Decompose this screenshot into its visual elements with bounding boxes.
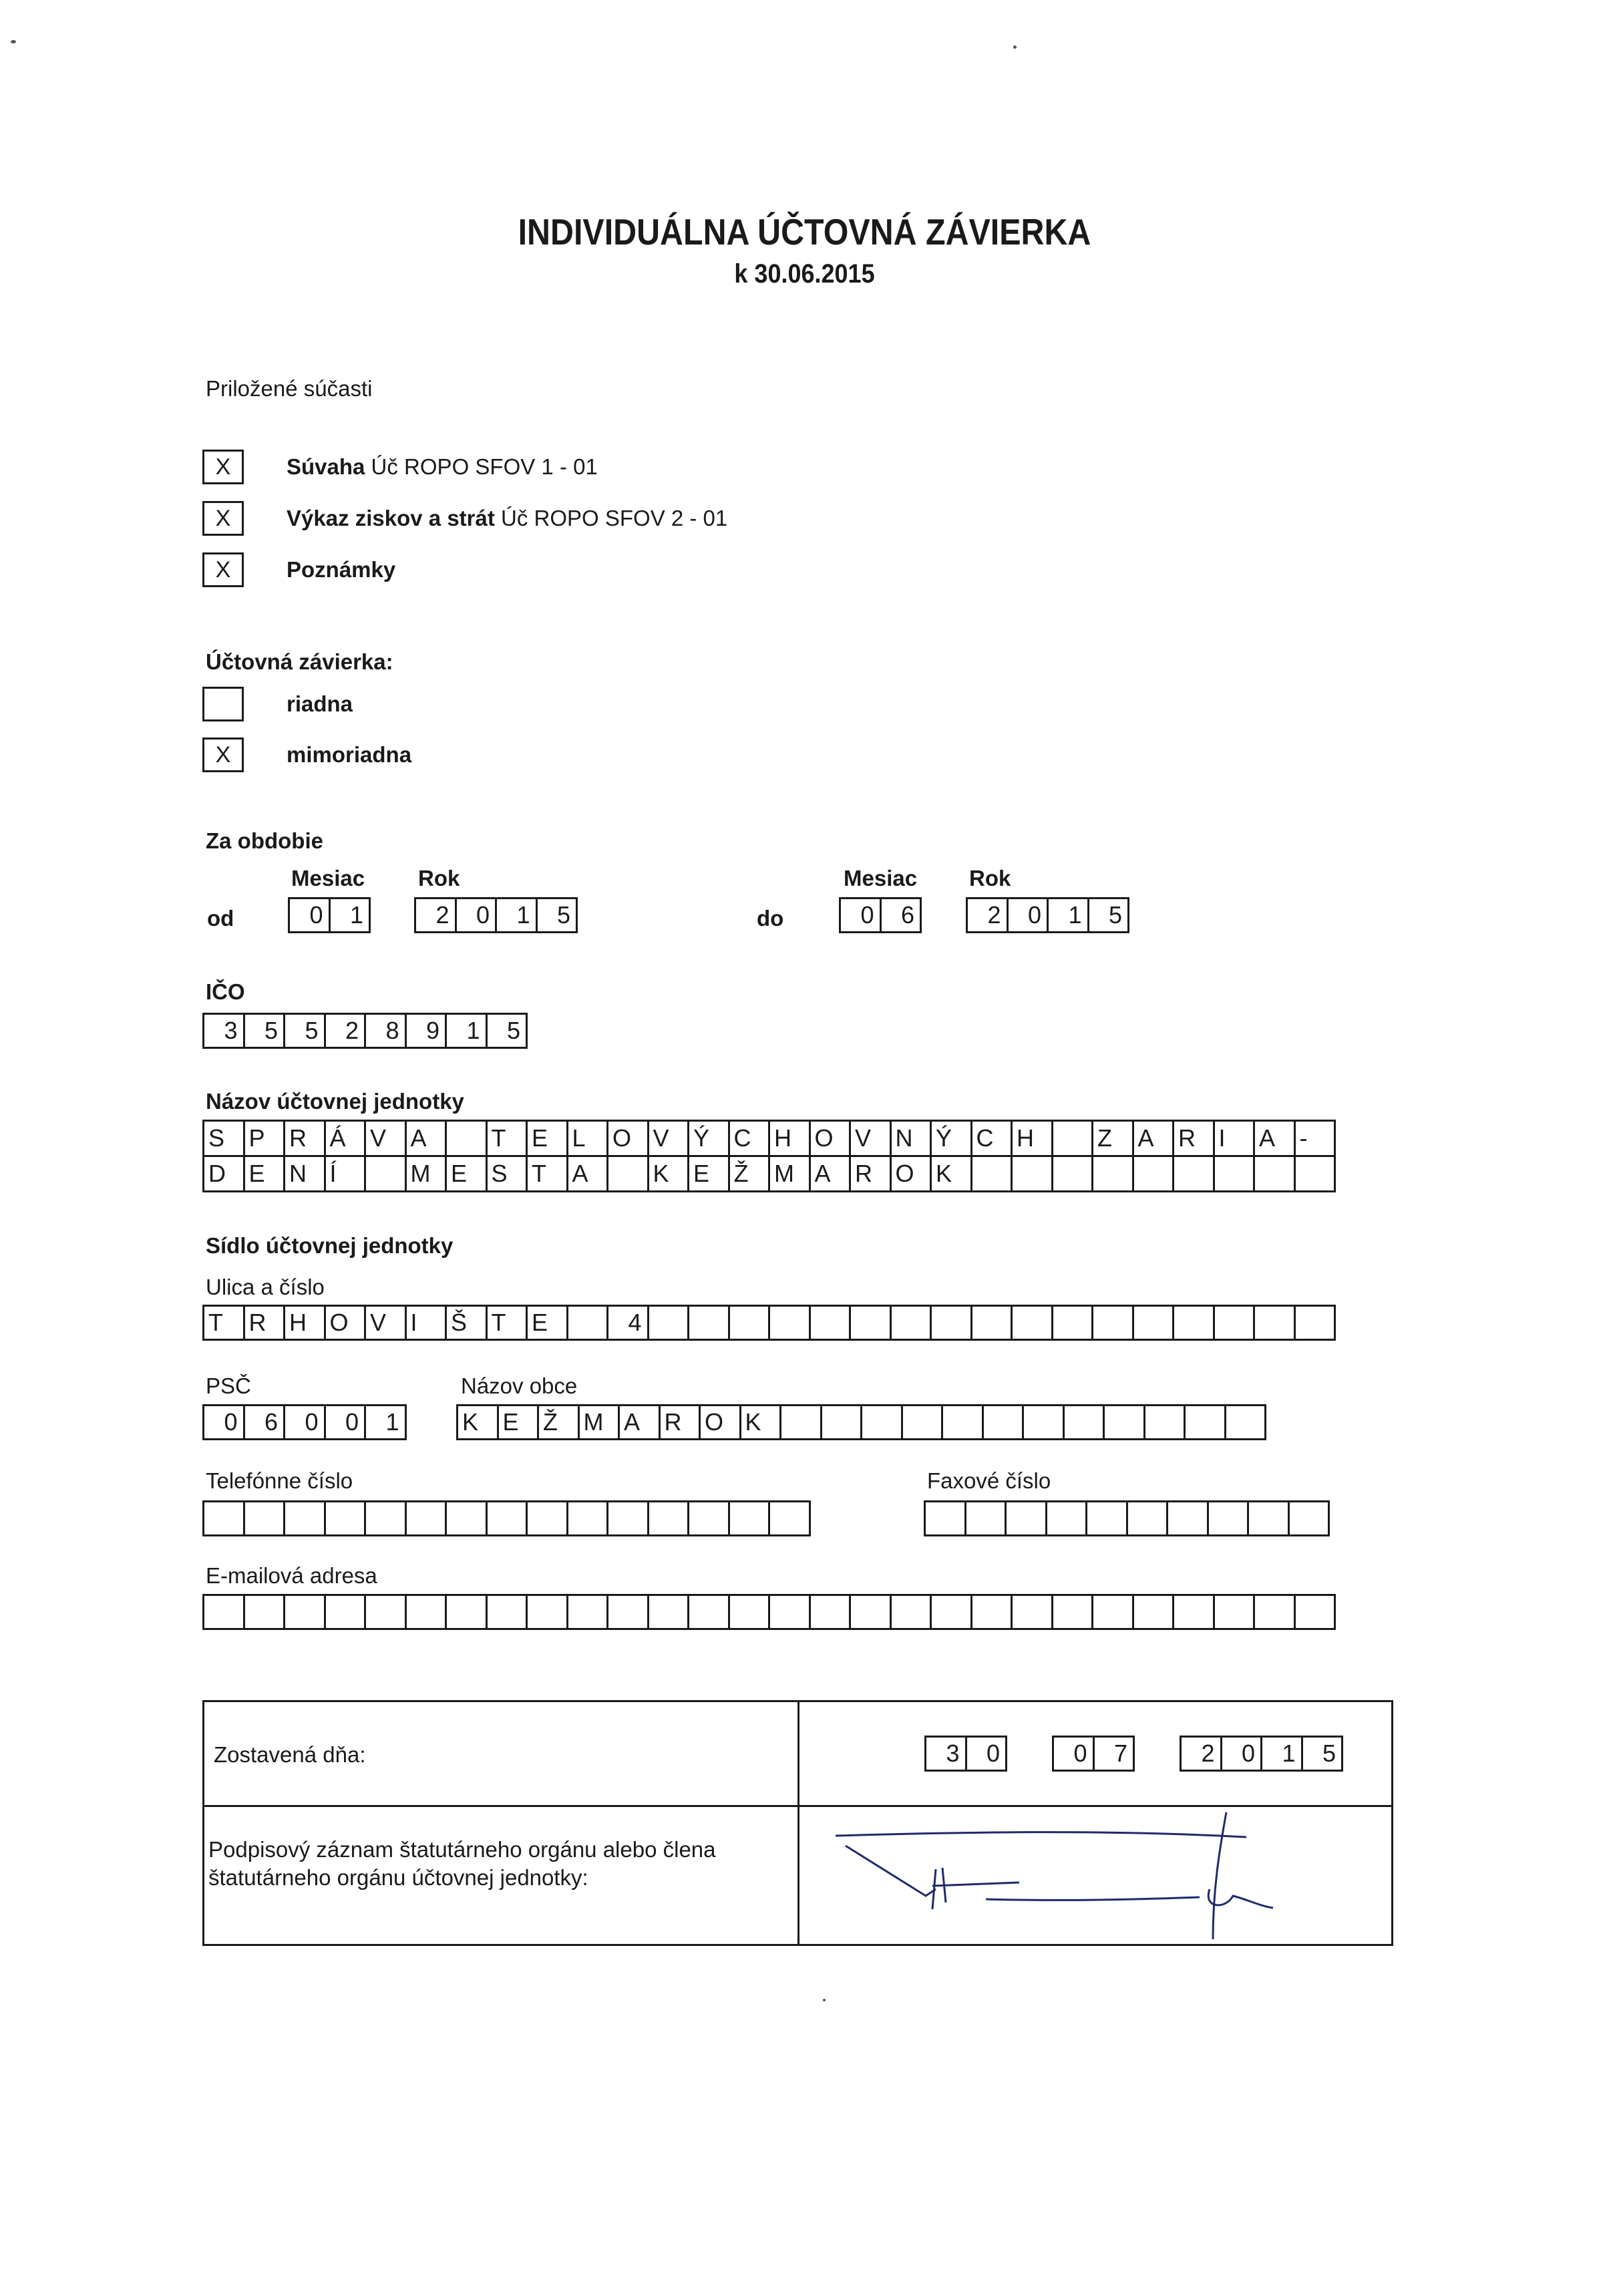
char-cell (202, 1594, 245, 1630)
char-cell: - (1294, 1120, 1336, 1157)
unit-name-row-2 (202, 1157, 1336, 1192)
char-cell (1224, 1404, 1267, 1440)
from-year-field[interactable] (414, 897, 578, 933)
char-cell (566, 1305, 609, 1341)
char-cell: Ý (687, 1120, 730, 1157)
char-cell (809, 1305, 852, 1341)
digit-cell: 9 (405, 1013, 448, 1049)
closing-option-regular (202, 684, 411, 724)
char-cell: 1 (364, 1404, 407, 1440)
char-cell: E (497, 1404, 540, 1440)
digit-cell: 6 (880, 897, 922, 933)
char-cell (1126, 1500, 1169, 1536)
char-cell (606, 1500, 649, 1536)
char-cell (970, 1155, 1013, 1192)
char-cell: V (849, 1120, 892, 1157)
street-field[interactable] (202, 1305, 1336, 1341)
char-cell: R (283, 1120, 326, 1157)
scan-speck (1013, 45, 1017, 49)
char-cell (820, 1404, 863, 1440)
char-cell (1051, 1594, 1094, 1630)
street-label: Ulica a číslo (206, 1275, 325, 1299)
digit-cell: 1 (329, 897, 371, 933)
digit-cell: 5 (283, 1013, 326, 1049)
char-cell: Š (445, 1305, 488, 1341)
char-cell: R (659, 1404, 701, 1440)
char-cell: Ý (930, 1120, 972, 1157)
char-cell: 0 (324, 1404, 367, 1440)
char-cell (1022, 1404, 1065, 1440)
char-cell: M (578, 1404, 620, 1440)
char-cell (647, 1500, 690, 1536)
ico-label: IČO (206, 979, 245, 1004)
char-cell (445, 1500, 488, 1536)
char-cell (1172, 1594, 1215, 1630)
char-cell: N (283, 1155, 326, 1192)
char-cell (768, 1500, 811, 1536)
char-cell: 6 (243, 1404, 286, 1440)
char-cell (1091, 1594, 1134, 1630)
char-cell: A (405, 1120, 448, 1157)
char-cell: A (1132, 1120, 1175, 1157)
char-cell: O (606, 1120, 649, 1157)
unit-name-row-1 (202, 1120, 1336, 1157)
char-cell: V (364, 1305, 407, 1341)
char-cell (1294, 1594, 1336, 1630)
char-cell: E (243, 1155, 286, 1192)
char-cell (324, 1594, 367, 1630)
char-cell (1011, 1305, 1053, 1341)
char-cell (941, 1404, 984, 1440)
char-cell: L (566, 1120, 609, 1157)
char-cell (1247, 1500, 1290, 1536)
char-cell: M (405, 1155, 448, 1192)
char-cell (1294, 1305, 1336, 1341)
char-cell: T (486, 1120, 528, 1157)
char-cell (1132, 1594, 1175, 1630)
char-cell (606, 1594, 649, 1630)
ico-field[interactable] (202, 1013, 528, 1049)
digit-cell: 2 (324, 1013, 367, 1049)
closing-type-options (202, 684, 411, 775)
char-cell (890, 1594, 932, 1630)
digit-cell: 5 (1301, 1736, 1344, 1772)
char-cell (1288, 1500, 1330, 1536)
char-cell (1213, 1305, 1256, 1341)
char-cell (243, 1500, 286, 1536)
char-cell (647, 1305, 690, 1341)
attachment-checkbox[interactable]: X (202, 501, 244, 536)
digit-cell: 1 (495, 897, 538, 933)
unit-name-label: Názov účtovnej jednotky (206, 1089, 464, 1114)
digit-cell: 0 (1220, 1736, 1263, 1772)
char-cell: K (739, 1404, 782, 1440)
attachment-name: Súvaha (287, 454, 365, 479)
char-cell (1143, 1404, 1186, 1440)
char-cell (526, 1500, 568, 1536)
city-field[interactable] (456, 1404, 1266, 1440)
char-cell: K (456, 1404, 499, 1440)
closing-type-heading: Účtovná závierka: (206, 649, 393, 674)
char-cell (964, 1500, 1007, 1536)
char-cell: E (687, 1155, 730, 1192)
char-cell (1166, 1500, 1209, 1536)
char-cell (930, 1305, 972, 1341)
compiled-year-field[interactable] (1180, 1736, 1343, 1772)
attachment-name: Poznámky (287, 557, 396, 582)
char-cell (1091, 1155, 1134, 1192)
digit-cell: 7 (1093, 1736, 1135, 1772)
char-cell: O (809, 1120, 852, 1157)
char-cell: R (849, 1155, 892, 1192)
char-cell: 0 (283, 1404, 326, 1440)
footer-table (202, 1700, 1393, 1946)
char-cell (1005, 1500, 1047, 1536)
phone-field[interactable] (202, 1500, 811, 1536)
digit-cell: 0 (839, 897, 882, 933)
char-cell (364, 1500, 407, 1536)
char-cell (486, 1594, 528, 1630)
char-cell (728, 1305, 771, 1341)
to-label: do (757, 906, 784, 931)
attachments-heading: Priložené súčasti (206, 376, 373, 401)
attachment-name: Výkaz ziskov a strát (287, 506, 495, 530)
to-month-field[interactable] (839, 897, 922, 933)
char-cell: R (243, 1305, 286, 1341)
char-cell: 4 (606, 1305, 649, 1341)
to-year-field[interactable] (966, 897, 1129, 933)
period-heading: Za obdobie (206, 828, 323, 853)
char-cell: A (618, 1404, 661, 1440)
char-cell: 0 (202, 1404, 245, 1440)
char-cell (1132, 1305, 1175, 1341)
char-cell: C (970, 1120, 1013, 1157)
char-cell (1213, 1155, 1256, 1192)
from-year-label: Rok (418, 866, 460, 890)
char-cell: V (647, 1120, 690, 1157)
char-cell: Ž (537, 1404, 580, 1440)
char-cell: E (445, 1155, 488, 1192)
attachment-checkbox[interactable]: X (202, 552, 244, 587)
char-cell (1011, 1155, 1053, 1192)
compiled-day-field[interactable] (924, 1736, 1007, 1772)
digit-cell: 0 (965, 1736, 1008, 1772)
char-cell: A (566, 1155, 609, 1192)
char-cell: C (728, 1120, 771, 1157)
char-cell (1091, 1305, 1134, 1341)
psc-label: PSČ (206, 1373, 251, 1398)
closing-option-extraordinary (202, 735, 411, 775)
char-cell: Í (324, 1155, 367, 1192)
char-cell: H (1011, 1120, 1053, 1157)
char-cell (924, 1500, 966, 1536)
char-cell (687, 1594, 730, 1630)
from-month-label: Mesiac (291, 866, 365, 890)
char-cell (647, 1594, 690, 1630)
char-cell: T (486, 1305, 528, 1341)
digit-cell: 5 (1087, 897, 1130, 933)
char-cell (1103, 1404, 1145, 1440)
attachments-list (202, 446, 727, 591)
char-cell (1051, 1155, 1094, 1192)
attachment-code: Úč ROPO SFOV 1 - 01 (365, 454, 598, 479)
char-cell (324, 1500, 367, 1536)
signature-label: Podpisový záznam štatutárneho orgánu alebo člena štatutárneho orgánu účtovnej jednotky: (208, 1837, 716, 1890)
digit-cell: 3 (202, 1013, 245, 1049)
char-cell (243, 1594, 286, 1630)
unit-name-field[interactable] (202, 1120, 1336, 1192)
char-cell (1213, 1594, 1256, 1630)
digit-cell: 3 (924, 1736, 967, 1772)
char-cell (970, 1305, 1013, 1341)
regular-label: riadna (287, 691, 353, 716)
seat-heading: Sídlo účtovnej jednotky (206, 1233, 454, 1258)
char-cell: P (243, 1120, 286, 1157)
char-cell (364, 1594, 407, 1630)
char-cell (283, 1500, 326, 1536)
document-title: INDIVIDUÁLNA ÚČTOVNÁ ZÁVIERKA (518, 211, 1091, 253)
char-cell (1253, 1305, 1296, 1341)
char-cell (1207, 1500, 1250, 1536)
scan-speck (11, 40, 16, 43)
char-cell: I (405, 1305, 448, 1341)
digit-cell: 8 (364, 1013, 407, 1049)
char-cell (445, 1594, 488, 1630)
char-cell (1172, 1155, 1215, 1192)
digit-cell: 0 (1052, 1736, 1095, 1772)
char-cell (405, 1500, 448, 1536)
char-cell (1132, 1155, 1175, 1192)
digit-cell: 1 (445, 1013, 488, 1049)
char-cell: O (890, 1155, 932, 1192)
char-cell (809, 1594, 852, 1630)
table-divider-vertical (797, 1702, 799, 1944)
digit-cell: 5 (486, 1013, 528, 1049)
char-cell: N (890, 1120, 932, 1157)
char-cell: S (486, 1155, 528, 1192)
char-cell (1253, 1155, 1296, 1192)
char-cell: S (202, 1120, 245, 1157)
extraordinary-checkbox[interactable]: X (202, 737, 244, 772)
char-cell: H (283, 1305, 326, 1341)
char-cell (687, 1305, 730, 1341)
digit-cell: 5 (243, 1013, 286, 1049)
char-cell (1085, 1500, 1128, 1536)
char-cell: E (526, 1305, 568, 1341)
char-cell (1172, 1305, 1215, 1341)
city-label: Názov obce (461, 1373, 578, 1398)
char-cell (768, 1594, 811, 1630)
char-cell (901, 1404, 944, 1440)
table-divider-horizontal (204, 1805, 1391, 1807)
char-cell (566, 1500, 609, 1536)
char-cell (1051, 1305, 1094, 1341)
from-label: od (207, 906, 234, 931)
attachment-item (202, 498, 727, 539)
char-cell: Ž (728, 1155, 771, 1192)
char-cell: I (1213, 1120, 1256, 1157)
char-cell: T (526, 1155, 568, 1192)
char-cell (860, 1404, 903, 1440)
char-cell (1011, 1594, 1053, 1630)
digit-cell: 2 (414, 897, 457, 933)
attachment-item (202, 549, 727, 591)
phone-label: Telefónne číslo (206, 1468, 353, 1493)
char-cell (728, 1500, 771, 1536)
digit-cell: 2 (1180, 1736, 1222, 1772)
char-cell: M (768, 1155, 811, 1192)
extraordinary-label: mimoriadna (287, 742, 412, 767)
char-cell (486, 1500, 528, 1536)
digit-cell: 1 (1047, 897, 1089, 933)
char-cell (970, 1594, 1013, 1630)
fax-label: Faxové číslo (927, 1468, 1051, 1493)
char-cell (779, 1404, 822, 1440)
char-cell (566, 1594, 609, 1630)
psc-field[interactable] (202, 1404, 407, 1440)
compiled-month-field[interactable] (1052, 1736, 1135, 1772)
attachment-item (202, 446, 727, 488)
char-cell (1253, 1594, 1296, 1630)
from-month-field[interactable] (288, 897, 371, 933)
to-year-label: Rok (969, 866, 1011, 890)
email-label: E-mailová adresa (206, 1563, 377, 1588)
char-cell (1294, 1155, 1336, 1192)
digit-cell: 1 (1260, 1736, 1303, 1772)
char-cell (768, 1305, 811, 1341)
char-cell: A (809, 1155, 852, 1192)
digit-cell: 2 (966, 897, 1009, 933)
char-cell (687, 1500, 730, 1536)
char-cell (1051, 1120, 1094, 1157)
char-cell (1045, 1500, 1088, 1536)
char-cell: Z (1091, 1120, 1134, 1157)
signature-image (819, 1809, 1393, 1943)
char-cell: R (1172, 1120, 1215, 1157)
char-cell: K (930, 1155, 972, 1192)
char-cell (445, 1120, 488, 1157)
char-cell (1063, 1404, 1105, 1440)
digit-cell: 0 (288, 897, 331, 933)
char-cell (526, 1594, 568, 1630)
char-cell: E (526, 1120, 568, 1157)
digit-cell: 0 (455, 897, 498, 933)
char-cell: H (768, 1120, 811, 1157)
digit-cell: 5 (536, 897, 578, 933)
char-cell (849, 1594, 892, 1630)
char-cell (982, 1404, 1025, 1440)
char-cell (202, 1500, 245, 1536)
compiled-label: Zostavená dňa: (214, 1742, 366, 1767)
char-cell (364, 1155, 407, 1192)
attachment-checkbox[interactable]: X (202, 450, 244, 484)
char-cell: O (324, 1305, 367, 1341)
regular-checkbox[interactable] (202, 687, 244, 721)
char-cell: A (1253, 1120, 1296, 1157)
char-cell: K (647, 1155, 690, 1192)
char-cell (405, 1594, 448, 1630)
document-date: k 30.06.2015 (734, 259, 875, 289)
char-cell: Á (324, 1120, 367, 1157)
email-field[interactable] (202, 1594, 1336, 1630)
char-cell: O (699, 1404, 741, 1440)
char-cell (1184, 1404, 1226, 1440)
fax-field[interactable] (924, 1500, 1330, 1536)
to-month-label: Mesiac (844, 866, 918, 890)
scan-speck (823, 1999, 826, 2001)
char-cell (606, 1155, 649, 1192)
char-cell: V (364, 1120, 407, 1157)
char-cell (728, 1594, 771, 1630)
char-cell (930, 1594, 972, 1630)
attachment-code: Úč ROPO SFOV 2 - 01 (494, 506, 728, 530)
char-cell (890, 1305, 932, 1341)
char-cell (283, 1594, 326, 1630)
digit-cell: 0 (1007, 897, 1049, 933)
char-cell (849, 1305, 892, 1341)
char-cell: D (202, 1155, 245, 1192)
char-cell: T (202, 1305, 245, 1341)
